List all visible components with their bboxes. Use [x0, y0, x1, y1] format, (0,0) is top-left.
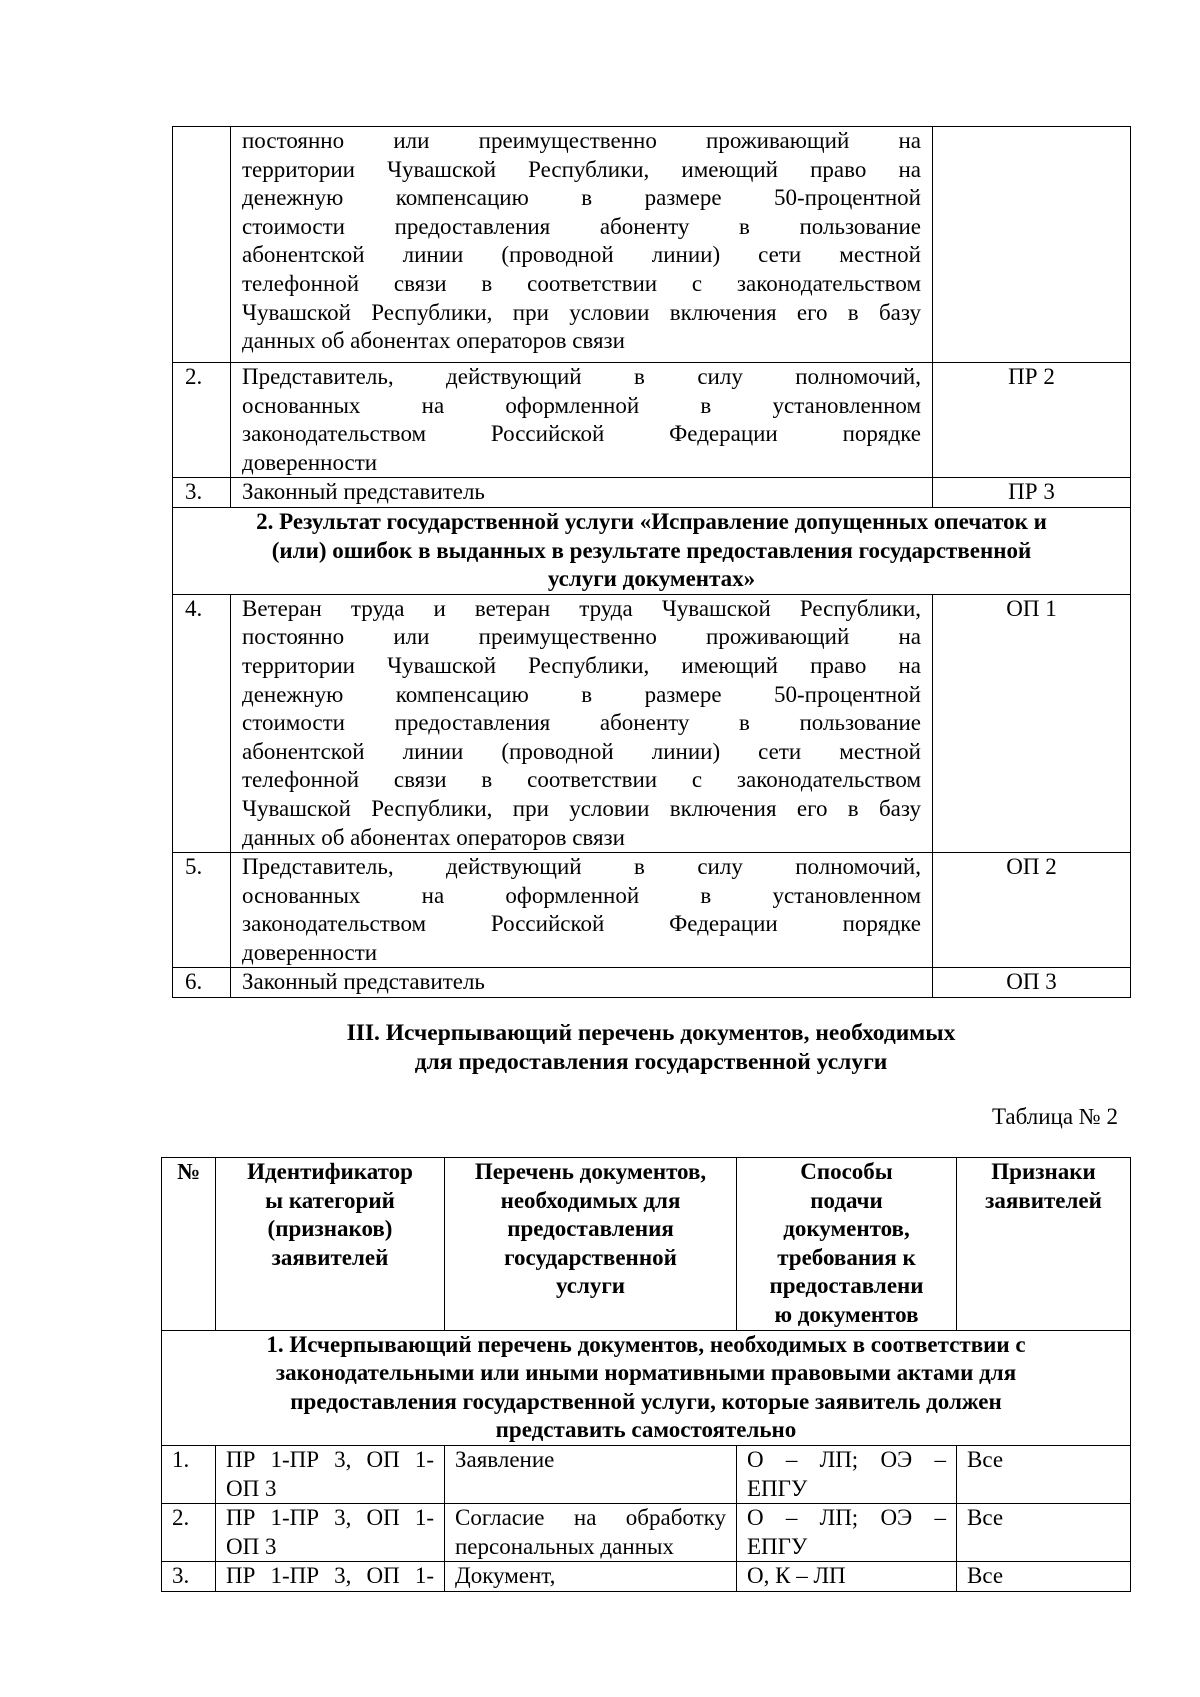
table-row	[173, 363, 1131, 478]
category-description-cell: Ветеран труда и ветеран труда Чувашской Республики, постоянно или преимущественно проживающий на территории Чувашской Республики, имеющий право на денежную компенсацию в размере 50-процентной стоимости предоставления абоненту в пользование абонентской линии (проводной линии) сети местной телефонной связи в соответствии с законодательством Чувашской Республики, при условии включения его в базу данных об абонентах операторов связи	[231, 594, 933, 852]
method-cell: О – ЛП; ОЭ – ЕПГУ	[737, 1445, 957, 1503]
header-number: №	[162, 1158, 216, 1331]
category-code-cell: ОП 3	[933, 968, 1131, 998]
category-code-cell: ОП 1	[933, 594, 1131, 852]
header-signs: Признаки заявителей	[957, 1158, 1131, 1331]
category-description-cell: Законный представитель	[231, 968, 933, 998]
sign-cell: Все	[957, 1504, 1131, 1562]
table-row	[162, 1445, 1131, 1503]
method-cell: О – ЛП; ОЭ – ЕПГУ	[737, 1504, 957, 1562]
document-cell: Согласие на обработку персональных данных	[445, 1504, 737, 1562]
method-cell: О, К – ЛП	[737, 1562, 957, 1592]
row-number-cell: 3.	[173, 478, 231, 508]
section-heading-row	[162, 1330, 1131, 1445]
category-code-cell	[933, 127, 1131, 363]
category-code-cell: ПР 3	[933, 478, 1131, 508]
document-cell: Заявление	[445, 1445, 737, 1503]
table-row	[173, 127, 1131, 363]
identifiers-cell: ПР 1-ПР 3, ОП 1- ОП 3	[216, 1445, 445, 1503]
header-methods: Способы подачи документов, требования к предоставлени ю документов	[737, 1158, 957, 1331]
applicant-categories-table	[172, 126, 1131, 998]
row-number-cell: 5.	[173, 853, 231, 968]
table-row	[173, 594, 1131, 852]
table-row	[173, 478, 1131, 508]
header-identifiers: Идентификатор ы категорий (признаков) заявителей	[216, 1158, 445, 1331]
section-heading-cell: 2. Результат государственной услуги «Исправление допущенных опечаток и (или) ошибок в выданных в результате предоставления государственной услуги документах»	[173, 507, 1131, 594]
row-number-cell: 6.	[173, 968, 231, 998]
row-number-cell: 2.	[162, 1504, 216, 1562]
section-heading-cell: 1. Исчерпывающий перечень документов, необходимых в соответствии с законодательными или иными нормативными правовыми актами для предоставления государственной услуги, которые заявитель должен представить самостоятельно	[162, 1330, 1131, 1445]
row-number-cell: 1.	[162, 1445, 216, 1503]
row-number-cell: 2.	[173, 363, 231, 478]
section-title: III. Исчерпывающий перечень документов, необходимых для предоставления государственной услуги	[346, 1020, 956, 1075]
table-header-row	[162, 1158, 1131, 1331]
row-number-cell: 4.	[173, 594, 231, 852]
identifiers-cell: ПР 1-ПР 3, ОП 1- ОП 3	[216, 1504, 445, 1562]
sign-cell: Все	[957, 1445, 1131, 1503]
category-code-cell: ОП 2	[933, 853, 1131, 968]
table-row	[173, 968, 1131, 998]
category-description-cell: Законный представитель	[231, 478, 933, 508]
category-description-cell: постоянно или преимущественно проживающий на территории Чувашской Республики, имеющий право на денежную компенсацию в размере 50-процентной стоимости предоставления абоненту в пользование абонентской линии (проводной линии) сети местной телефонной связи в соответствии с законодательством Чувашской Республики, при условии включения его в базу данных об абонентах операторов связи	[231, 127, 933, 363]
table-row	[162, 1562, 1131, 1592]
sign-cell: Все	[957, 1562, 1131, 1592]
table-row	[162, 1504, 1131, 1562]
category-description-cell: Представитель, действующий в силу полномочий, основанных на оформленной в установленном законодательством Российской Федерации порядке доверенности	[231, 853, 933, 968]
row-number-cell: 3.	[162, 1562, 216, 1592]
category-description-cell: Представитель, действующий в силу полномочий, основанных на оформленной в установленном законодательством Российской Федерации порядке доверенности	[231, 363, 933, 478]
row-number-cell	[173, 127, 231, 363]
category-code-cell: ПР 2	[933, 363, 1131, 478]
document-cell: Документ,	[445, 1562, 737, 1592]
table-row	[173, 853, 1131, 968]
identifiers-cell: ПР 1-ПР 3, ОП 1-	[216, 1562, 445, 1592]
table-caption: Таблица № 2	[991, 1104, 1118, 1129]
header-documents: Перечень документов, необходимых для предоставления государственной услуги	[445, 1158, 737, 1331]
documents-table	[161, 1157, 1131, 1592]
section-heading-row	[173, 507, 1131, 594]
